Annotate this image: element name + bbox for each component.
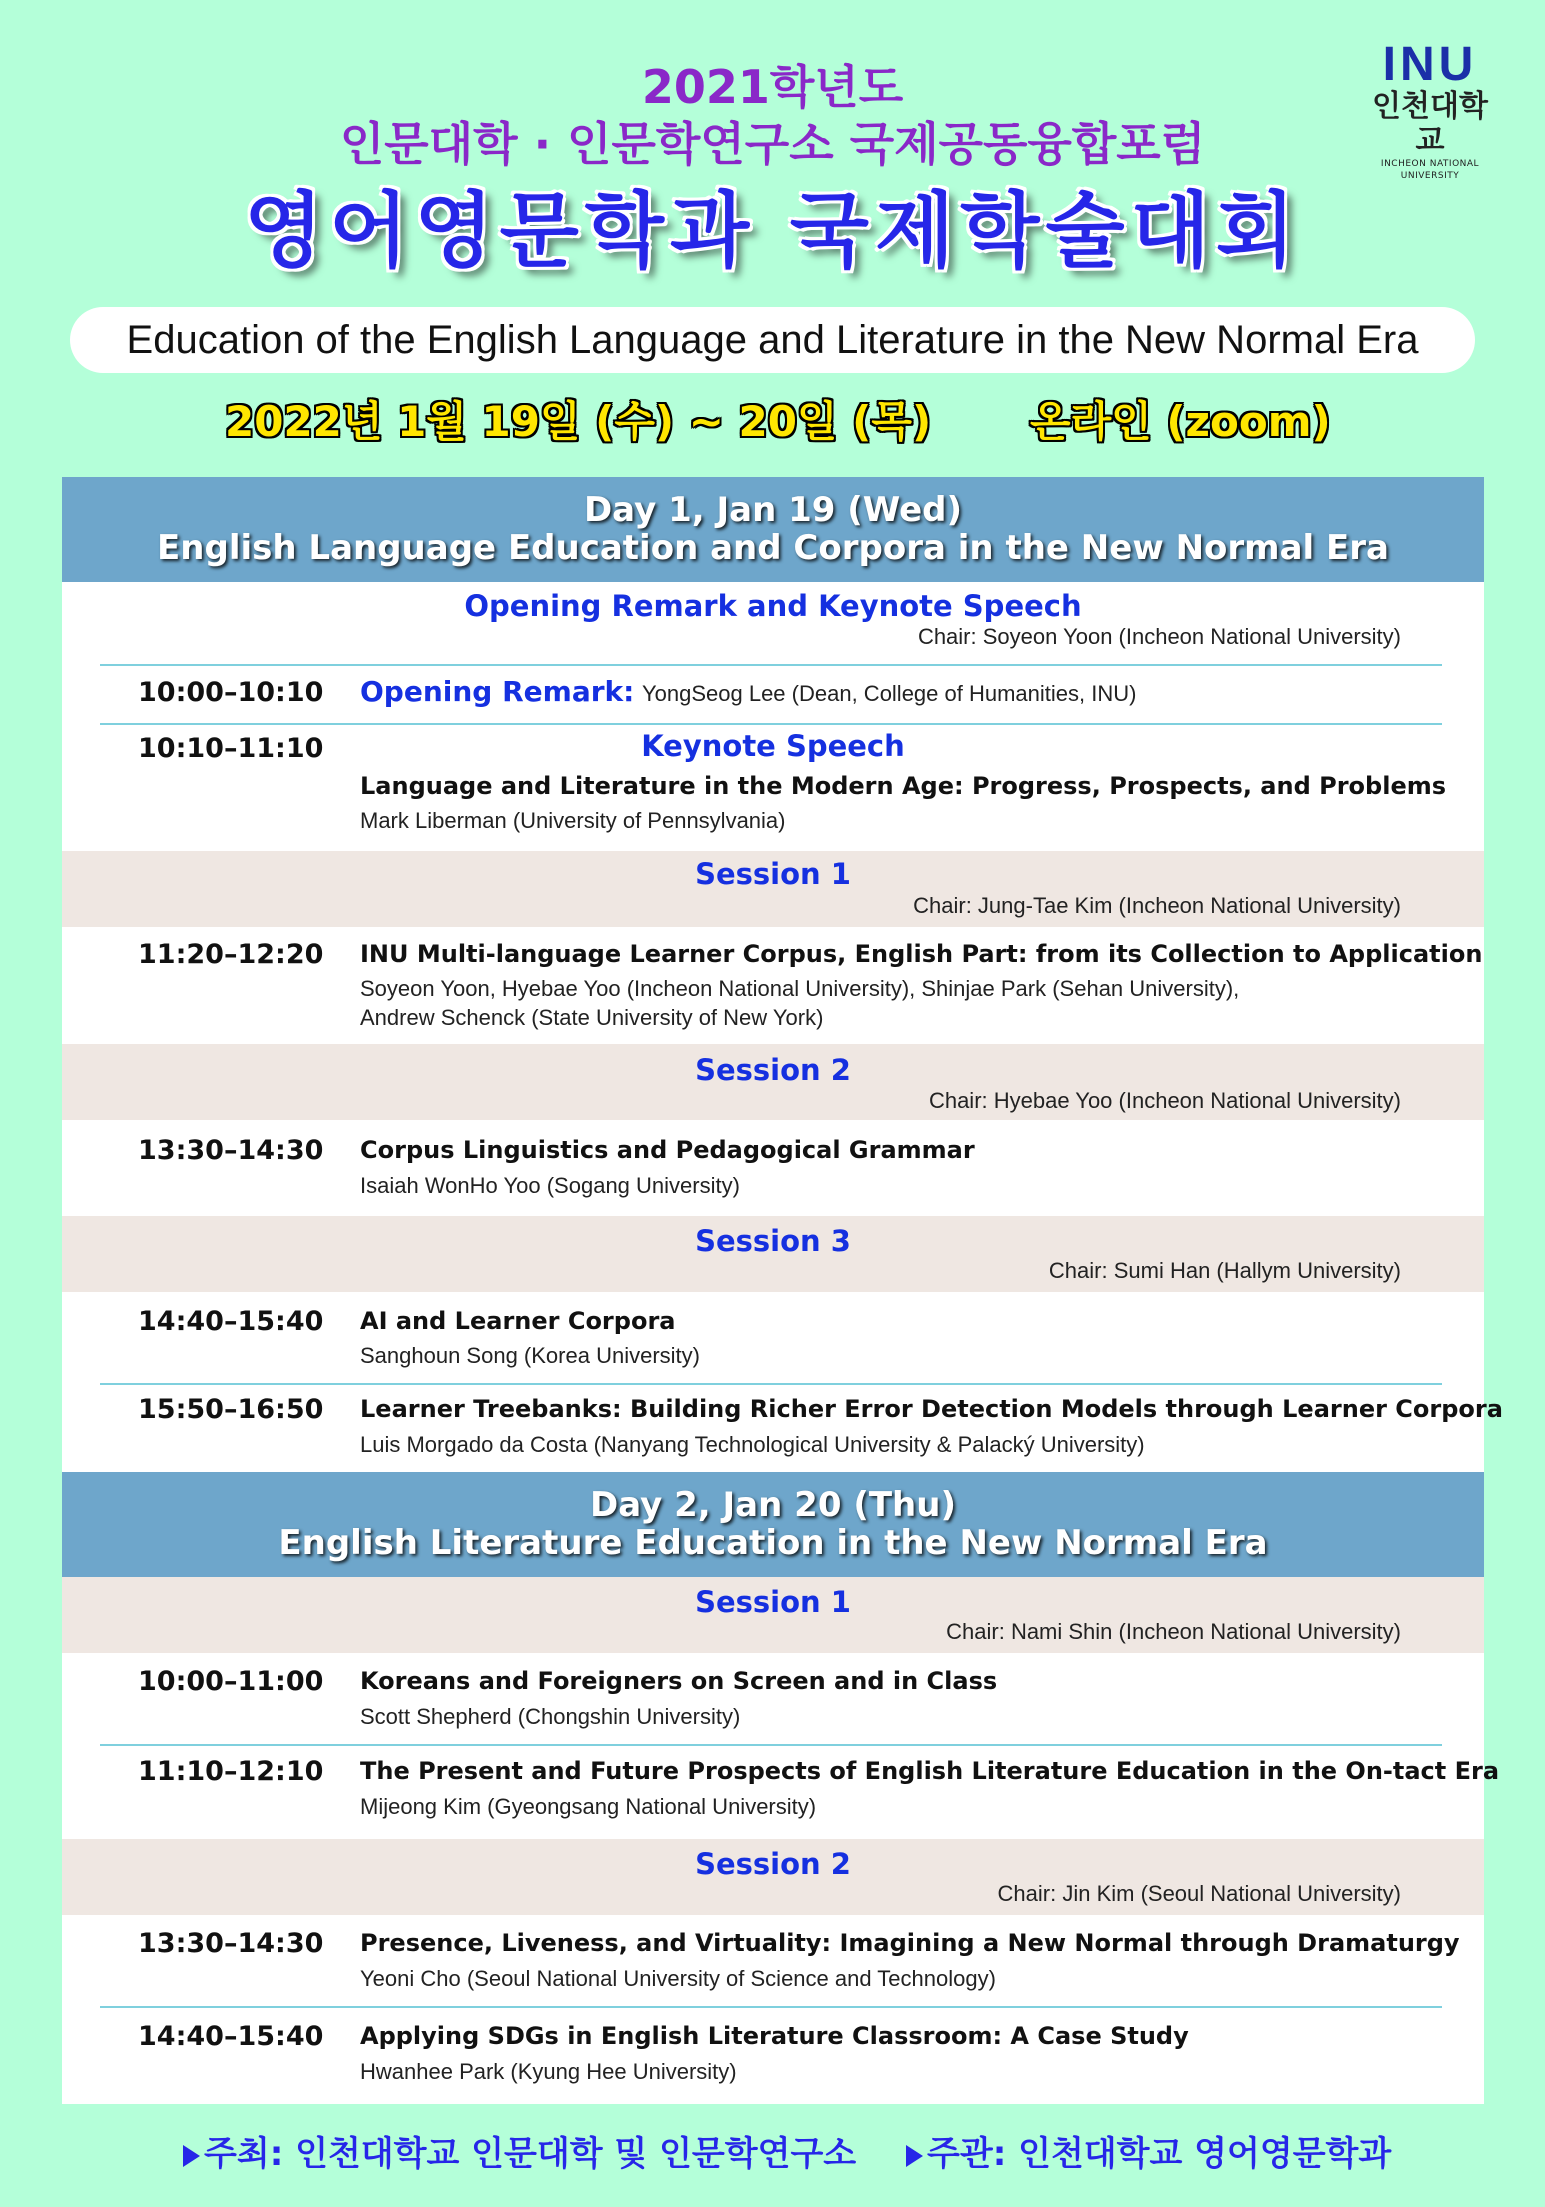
- day2-talk2-title: The Present and Future Prospects of English Literature Education in the On-tact Era: [360, 1757, 1500, 1785]
- inu-logo-mark: INU: [1382, 38, 1478, 91]
- triangle-icon: [183, 2145, 200, 2167]
- logo-name-kr: 인천대학교: [1372, 89, 1488, 158]
- opening-block-label: Opening Remark and Keynote Speech: [464, 589, 1082, 623]
- keynote-speaker: Mark Liberman (University of Pennsylvania): [360, 808, 786, 833]
- day1-talk4-speaker: Luis Morgado da Costa (Nanyang Technological University & Palacký University): [360, 1432, 1145, 1457]
- day2-talk4-title: Applying SDGs in English Literature Classroom: A Case Study: [360, 2022, 1189, 2050]
- day1-talk3-title: AI and Learner Corpora: [360, 1307, 676, 1335]
- footer-host: [183, 2132, 856, 2176]
- event-venue: 온라인 (zoom): [1030, 397, 1331, 446]
- day2-talk3-time: 13:30–14:30: [138, 1928, 324, 1959]
- keynote-time: 10:10–11:10: [138, 733, 324, 764]
- forum-line: 인문대학 · 인문학연구소 국제공동융합포럼: [339, 117, 1206, 171]
- day2-talk1-speaker: Scott Shepherd (Chongshin University): [360, 1704, 741, 1729]
- triangle-icon: [906, 2145, 923, 2167]
- day2-talk1-title: Koreans and Foreigners on Screen and in Class: [360, 1667, 998, 1695]
- opening-remark: [360, 676, 1440, 710]
- day2-talk1-time: 10:00–11:00: [138, 1666, 324, 1697]
- day1-talk1-time: 11:20–12:20: [138, 939, 324, 970]
- day2-session2-chair: Chair: Jin Kim (Seoul National University): [997, 1881, 1401, 1906]
- day1-session3-chair: Chair: Sumi Han (Hallym University): [1048, 1258, 1401, 1283]
- day2-header: [62, 1472, 1484, 1577]
- day1-heading: Day 1, Jan 19 (Wed): [583, 490, 963, 530]
- opening-block-chair: Chair: Soyeon Yoon (Incheon National University): [917, 624, 1401, 649]
- opening-time: 10:00–10:10: [138, 677, 324, 708]
- day1-session3-label: Session 3: [695, 1224, 851, 1258]
- day1-talk3-time: 14:40–15:40: [138, 1306, 324, 1337]
- opening-label: Opening Remark:: [360, 675, 635, 708]
- logo-name-en: INCHEON NATIONAL UNIVERSITY: [1380, 159, 1480, 181]
- divider: [100, 1744, 1442, 1746]
- day2-talk4-speaker: Hwanhee Park (Kyung Hee University): [360, 2059, 737, 2084]
- keynote-label: Keynote Speech: [641, 729, 905, 763]
- day2-heading: Day 2, Jan 20 (Thu): [590, 1485, 956, 1525]
- year-line: 2021학년도: [641, 60, 904, 114]
- day1-header: [62, 477, 1484, 582]
- day2-talk2-time: 11:10–12:10: [138, 1756, 324, 1787]
- day1-talk4-time: 15:50–16:50: [138, 1394, 324, 1425]
- day1-talk2-time: 13:30–14:30: [138, 1135, 324, 1166]
- day2-session1-label: Session 1: [695, 1585, 851, 1619]
- subtitle-banner: Education of the English Language and Literature in the New Normal Era: [70, 307, 1475, 373]
- day1-theme: English Language Education and Corpora in the New Normal Era: [157, 528, 1389, 568]
- day1-session1-label: Session 1: [695, 857, 851, 891]
- day1-talk4-title: Learner Treebanks: Building Richer Error Detection Models through Learner Corpora: [360, 1395, 1503, 1423]
- day1-talk1-speaker-2: Andrew Schenck (State University of New York): [360, 1005, 824, 1030]
- event-dates: 2022년 1월 19일 (수) ~ 20일 (목): [225, 397, 932, 446]
- day2-session1-chair: Chair: Nami Shin (Incheon National University): [946, 1619, 1401, 1644]
- day1-talk1-speaker-1: Soyeon Yoon, Hyebae Yoo (Incheon National University), Shinjae Park (Sehan University),: [360, 976, 1240, 1001]
- divider: [100, 2006, 1442, 2008]
- day1-talk2-speaker: Isaiah WonHo Yoo (Sogang University): [360, 1173, 740, 1198]
- day1-session2-chair: Chair: Hyebae Yoo (Incheon National University): [928, 1088, 1401, 1113]
- opening-speaker: YongSeog Lee (Dean, College of Humanities, INU): [641, 681, 1137, 706]
- day1-session2-label: Session 2: [695, 1053, 851, 1087]
- day1-talk1-title: INU Multi-language Learner Corpus, English Part: from its Collection to Application: [360, 940, 1483, 968]
- day2-talk3-speaker: Yeoni Cho (Seoul National University of Science and Technology): [360, 1966, 996, 1991]
- footer-organizer: [906, 2132, 1391, 2176]
- divider: [100, 664, 1442, 666]
- day1-talk3-speaker: Sanghoun Song (Korea University): [360, 1343, 700, 1368]
- day2-theme: English Literature Education in the New Normal Era: [278, 1523, 1268, 1563]
- day2-talk2-speaker: Mijeong Kim (Gyeongsang National University): [360, 1794, 817, 1819]
- day2-talk3-title: Presence, Liveness, and Virtuality: Imagining a New Normal through Dramaturgy: [360, 1929, 1460, 1957]
- day1-session1-chair: Chair: Jung-Tae Kim (Incheon National University): [913, 893, 1401, 918]
- day2-session2-label: Session 2: [695, 1847, 851, 1881]
- day2-talk4-time: 14:40–15:40: [138, 2021, 324, 2052]
- divider: [100, 1383, 1442, 1385]
- footer-host-text: 주최: 인천대학교 인문대학 및 인문학연구소: [204, 2134, 857, 2174]
- main-title: 영어영문학과 국제학술대회: [243, 184, 1302, 279]
- divider: [100, 723, 1442, 725]
- footer-organizer-text: 주관: 인천대학교 영어영문학과: [927, 2134, 1392, 2174]
- keynote-title: Language and Literature in the Modern Age: Progress, Prospects, and Problems: [360, 772, 1447, 800]
- university-logo: [1360, 40, 1500, 182]
- day1-talk2-title: Corpus Linguistics and Pedagogical Grammar: [360, 1136, 975, 1164]
